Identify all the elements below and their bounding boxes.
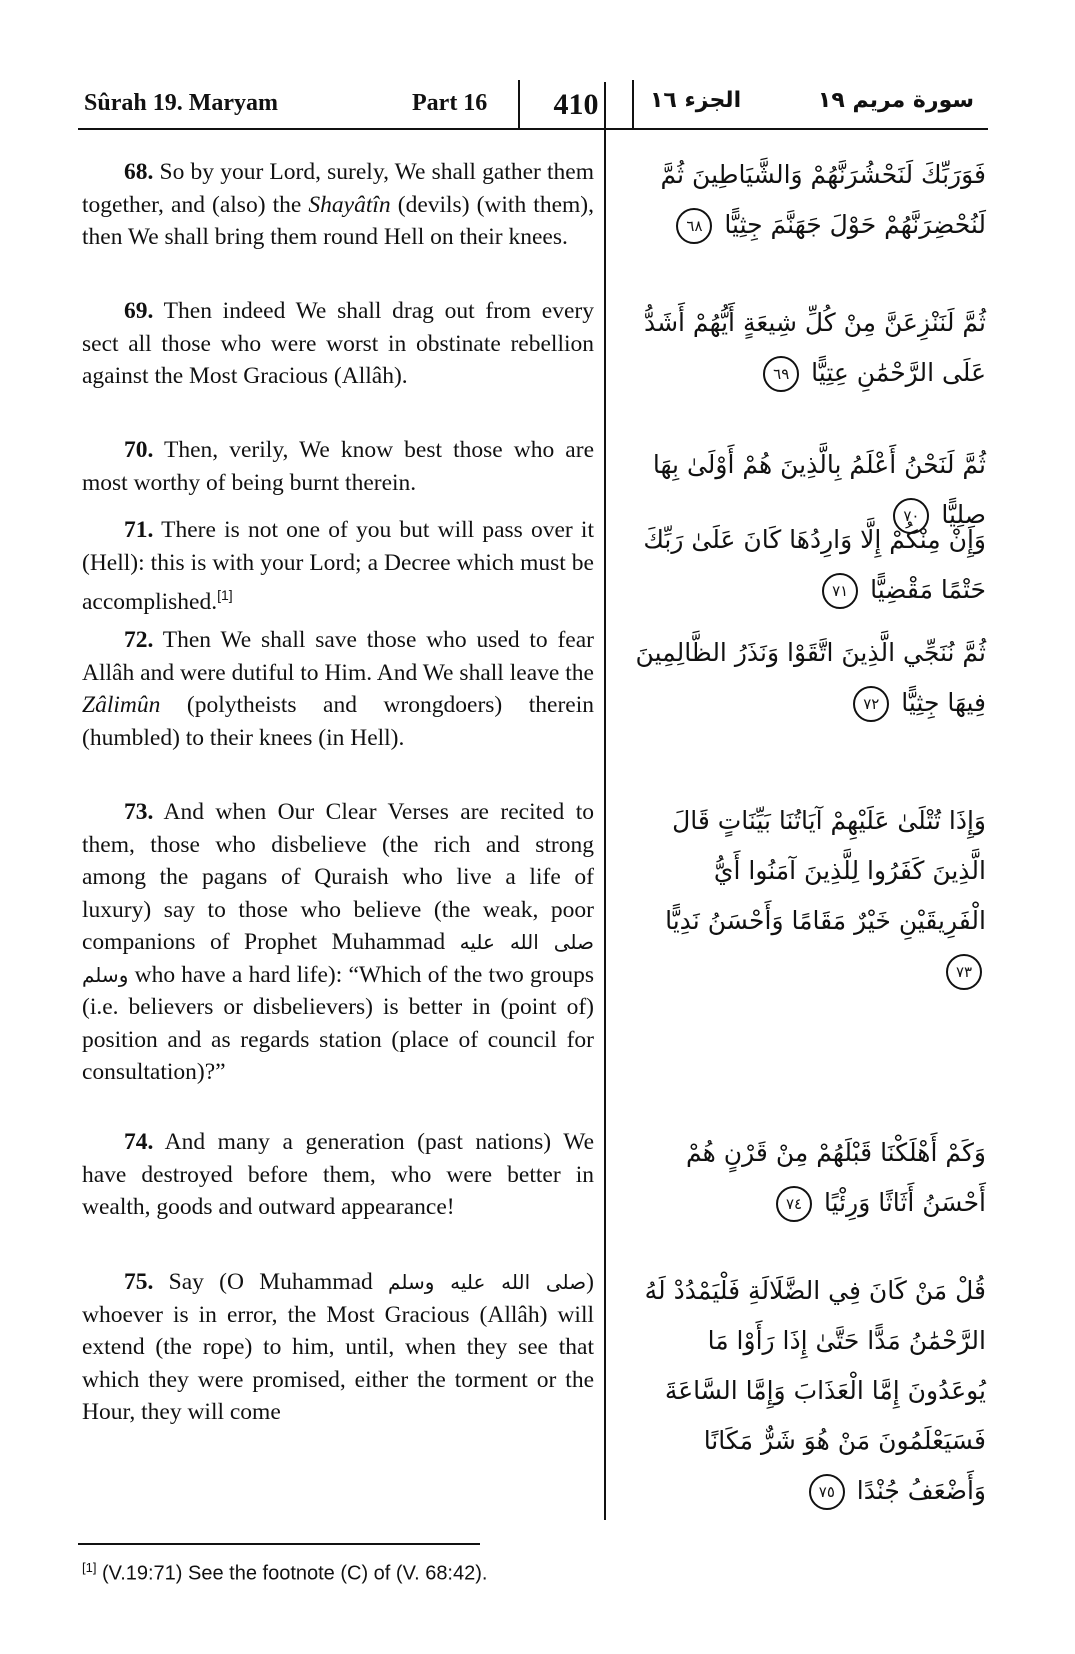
verse-number: 69. xyxy=(124,298,154,324)
verse-74-arabic: وَكَمْ أَهْلَكْنَا قَبْلَهُمْ مِنْ قَرْنٍ هُمْ أَحْسَنُ أَثَاثًا وَرِئْيًا ٧٤ xyxy=(626,1128,986,1228)
verse-74-translation: 74. And many a generation (past nations) We have destroyed before them, who were better in wealth, goods and outward appearance! xyxy=(82,1129,594,1220)
surah-title-arabic: سورة مريم ١٩ xyxy=(817,88,974,113)
verse-72-arabic: ثُمَّ نُنَجِّي الَّذِينَ اتَّقَوْا وَنَذَرُ الظَّالِمِينَ فِيهَا جِثِيًّا ٧٢ xyxy=(626,628,986,728)
pbuh-honorific: صلى الله عليه وسلم xyxy=(82,930,595,987)
footnote-rule xyxy=(78,1543,480,1545)
ayah-marker-icon: ٧٤ xyxy=(776,1186,812,1222)
verse-68-translation: 68. So by your Lord, surely, We shall gather them together, and (also) the Shayâtîn (devils) (with them), then We shall bring them round Hell on their knees. xyxy=(82,159,594,250)
verse-69-translation: 69. Then indeed We shall drag out from every sect all those who were worst in obstinate rebellion against the Most Gracious (Allâh). xyxy=(82,298,594,389)
footnote-marker: [1] xyxy=(82,1560,97,1575)
column-divider xyxy=(604,82,606,1520)
part-label: Part 16 xyxy=(412,90,488,116)
footnote-marker[interactable]: [1] xyxy=(217,587,233,603)
ayah-marker-icon: ٧٢ xyxy=(853,686,889,722)
verse-number: 72. xyxy=(124,627,154,653)
verse-number: 74. xyxy=(124,1129,154,1155)
ayah-marker-icon: ٦٩ xyxy=(763,356,799,392)
verse-70-arabic: ثُمَّ لَنَحْنُ أَعْلَمُ بِالَّذِينَ هُمْ أَوْلَىٰ بِهَا صِلِيًّا ٧٠ xyxy=(626,440,986,540)
verse-68-arabic: فَوَرَبِّكَ لَنَحْشُرَنَّهُمْ وَالشَّيَاطِينَ ثُمَّ لَنُحْضِرَنَّهُمْ حَوْلَ جَهَنَّمَ جِثِيًّا ٦٨ xyxy=(626,150,986,250)
verse-number: 68. xyxy=(124,159,154,185)
ayah-marker-icon: ٧٣ xyxy=(946,954,982,990)
verse-75-translation: 75. Say (O Muhammad صلى الله عليه وسلم) whoever is in error, the Most Gracious (Allâh) will extend (the rope) to him, until, when they see that which they were promised, either the torment or the Hour, they will come xyxy=(82,1269,594,1425)
ayah-marker-icon: ٧١ xyxy=(822,573,858,609)
page-header xyxy=(78,80,988,128)
verse-number: 70. xyxy=(124,437,154,463)
surah-title: Sûrah 19. Maryam xyxy=(84,90,278,116)
verse-number: 75. xyxy=(124,1269,154,1295)
verse-73-arabic: وَإِذَا تُتْلَىٰ عَلَيْهِمْ آيَاتُنَا بَيِّنَاتٍ قَالَ الَّذِينَ كَفَرُوا لِلَّذِينَ آمَنُوا أَيُّ الْفَرِيقَيْنِ خَيْرٌ مَقَامًا وَأَحْسَنُ نَدِيًّا ٧٣ xyxy=(626,796,986,996)
header-rule xyxy=(78,128,988,130)
verse-69-arabic: ثُمَّ لَنَنْزِعَنَّ مِنْ كُلِّ شِيعَةٍ أَيُّهُمْ أَشَدُّ عَلَى الرَّحْمَٰنِ عِتِيًّا ٦٩ xyxy=(626,298,986,398)
verse-number: 71. xyxy=(124,517,154,543)
ayah-marker-icon: ٧٥ xyxy=(809,1474,845,1510)
verse-73-translation: 73. And when Our Clear Verses are recited to them, those who disbelieve (the rich and strong among the pagans of Quraish who live a life of luxury) say to those who believe (the weak, poor companions of Prophet Muhammad صلى الله عليه وسلم who have a hard life): “Which of the two groups (i.e. believers or disbelievers) is better in (point of) position and as regards station (place of council for consultation)?” xyxy=(82,799,595,1085)
ayah-marker-icon: ٦٨ xyxy=(676,208,712,244)
ayah-marker-icon: ٧٠ xyxy=(893,498,929,534)
verse-number: 73. xyxy=(124,799,154,825)
verse-72-translation: 72. Then We shall save those who used to fear Allâh and were dutiful to Him. And We shall leave the Zâlimûn (polytheists and wrongdoers) therein (humbled) to their knees (in Hell). xyxy=(82,627,594,751)
page-number: 410 xyxy=(518,80,634,128)
footnote-text: (V.19:71) See the footnote (C) of (V. 68:42). xyxy=(96,1562,488,1585)
pbuh-honorific: صلى الله عليه وسلم xyxy=(388,1270,587,1294)
part-label-arabic: الجزء ١٦ xyxy=(650,88,742,113)
verse-75-arabic: قُلْ مَنْ كَانَ فِي الضَّلَالَةِ فَلْيَمْدُدْ لَهُ الرَّحْمَٰنُ مَدًّا حَتَّىٰ إِذَا رَأَوْا مَا يُوعَدُونَ إِمَّا الْعَذَابَ وَإِمَّا السَّاعَةَ فَسَيَعْلَمُونَ مَنْ هُوَ شَرٌّ مَكَانًا وَأَضْعَفُ جُنْدًا ٧٥ xyxy=(626,1266,986,1516)
verse-71-arabic: وَإِنْ مِنْكُمْ إِلَّا وَارِدُهَا كَانَ عَلَىٰ رَبِّكَ حَتْمًا مَقْضِيًّا ٧١ xyxy=(626,515,986,615)
verse-70-translation: 70. Then, verily, We know best those who are most worthy of being burnt therein. xyxy=(82,437,594,496)
verse-71-translation: 71. There is not one of you but will pass over it (Hell): this is with your Lord; a Decree which must be accomplished.[1] xyxy=(82,517,594,615)
footnote xyxy=(82,1560,487,1586)
